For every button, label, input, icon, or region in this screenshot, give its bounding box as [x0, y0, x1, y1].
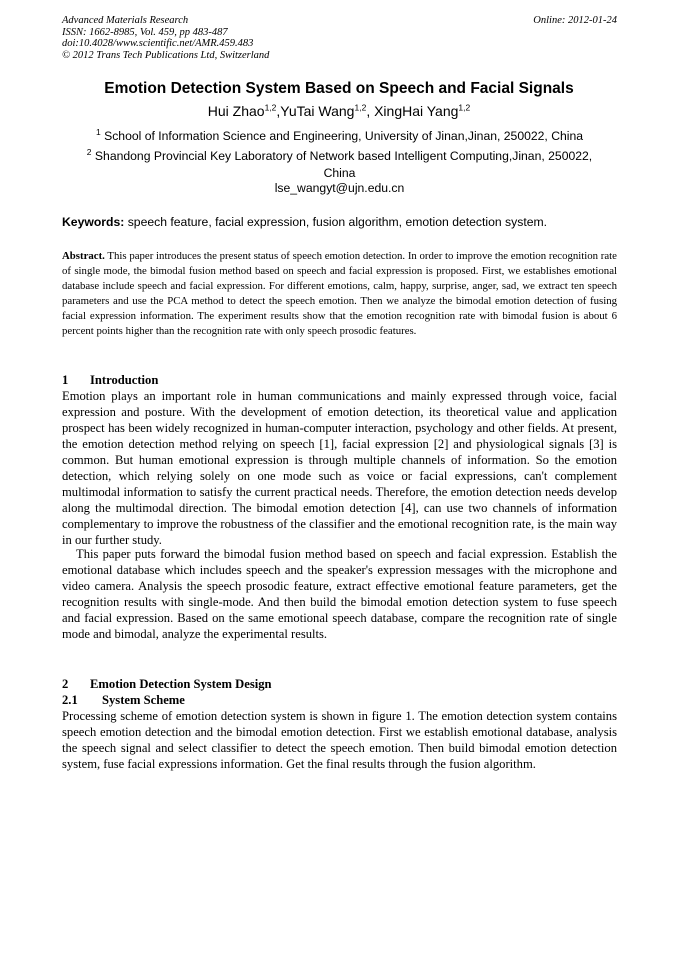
author-separator: ,	[276, 103, 281, 119]
author-separator: ,	[366, 103, 375, 119]
section-title: Emotion Detection System Design	[90, 677, 272, 691]
introduction-paragraph-1: Emotion plays an important role in human communications and mainly expressed through voice, facial expression and posture. With the development of emotion detection, its theoretical value and application prospect has been widely recognized in human-computer interaction, psychology and other fields. At present, the emotion detection method relying on speech [1], facial expression [2] and physiological signals [3] is common. But human emotional expression is through multiple channels of information. So the emotion detection, which relying solely on one mode such as voice or facial expressions, can't complement multimodal information to satisfy the current practical needs. Therefore, the emotion detection needs develop along the multimodal direction. The bimodal emotion detection [4], can use two channels of information complementary to improve the robustness of the classifier and the emotional recognition rate, is the main way in our further study.	[62, 389, 617, 547]
abstract-text: This paper introduces the present status of speech emotion detection. In order to improve the emotion recognition rate of single mode, the bimodal fusion method based on speech and facial expression is proposed. First, we establishes emotional database include speech and facial expression. For different emotions, calm, happy, surprise, anger, sad, we extract ten speech parameters and use the PCA method to detect the speech emotion. Then we analyze the bimodal emotion detection of fusing facial expression information. The experiment results show that the emotion recognition rate with bimodal fusion is about 6 percent points higher than the recognition rate with only speech prosodic features.	[62, 250, 617, 337]
author-affil-sup: 1,2	[458, 102, 471, 113]
keywords-text: speech feature, facial expression, fusion algorithm, emotion detection system.	[127, 215, 548, 229]
affiliation-text: Shandong Provincial Key Laboratory of Network based Intelligent Computing,Jinan, 250022,	[94, 149, 593, 163]
author-affil-sup: 1,2	[264, 102, 277, 113]
subsection-title: System Scheme	[102, 693, 185, 707]
author-affil-sup: 1,2	[354, 102, 367, 113]
affiliation-1	[62, 128, 617, 145]
journal-copyright: © 2012 Trans Tech Publications Ltd, Switzerland	[62, 49, 270, 61]
affiliation-number: 1	[95, 126, 101, 137]
keywords	[62, 215, 617, 229]
section-heading-introduction	[62, 372, 617, 388]
affiliation-number: 2	[86, 146, 92, 157]
journal-issn: ISSN: 1662-8985, Vol. 459, pp 483-487	[62, 26, 228, 38]
journal-doi: doi:10.4028/www.scientific.net/AMR.459.483	[62, 38, 254, 49]
subsection-heading-system-scheme	[62, 692, 617, 708]
author-list	[0, 103, 678, 119]
subsection-number: 2.1	[62, 693, 78, 707]
introduction-paragraph-2: This paper puts forward the bimodal fusion method based on speech and facial expression. Establish the emotional database which includes speech and the speaker's expression messages with the microphone and video camera. Analysis the speech prosodic feature, extract effective emotional feature parameters, get the recognition results with single-mode. And then build the bimodal emotion detection system to fuse speech and facial expression. Based on the same emotional speech database, compare the recognition rate of single mode and bimodal, analyze the experimental results.	[62, 547, 617, 641]
affiliation-2	[62, 148, 617, 182]
journal-header	[62, 15, 617, 61]
online-date: Online: 2012-01-24	[533, 15, 617, 26]
author-name: XingHai Yang	[374, 103, 459, 119]
journal-name: Advanced Materials Research	[62, 15, 189, 26]
section-number: 1	[62, 373, 69, 387]
section-heading-design	[62, 676, 617, 692]
author-name: YuTai Wang	[280, 103, 355, 119]
affiliation-country: China	[323, 166, 356, 180]
section-title: Introduction	[90, 373, 159, 387]
section-number: 2	[62, 677, 69, 691]
system-scheme-paragraph: Processing scheme of emotion detection system is shown in figure 1. The emotion detection system contains speech emotion detection and the bimodal emotion detection. First we establish emotional database, analysis the speech signal and select classifier to detect the speech emotion. Then build bimodal emotion detection system, fuse facial expressions information. Get the final results through the fusion algorithm.	[62, 709, 617, 771]
author-email: lse_wangyt@ujn.edu.cn	[274, 181, 405, 195]
author-name: Hui Zhao	[207, 103, 265, 119]
affiliation-text: School of Information Science and Engineering, University of Jinan,Jinan, 250022, China	[104, 129, 584, 143]
abstract	[62, 249, 617, 339]
abstract-label: Abstract.	[62, 250, 105, 262]
paper-title: Emotion Detection System Based on Speech and Facial Signals	[104, 80, 574, 97]
keywords-label: Keywords:	[62, 215, 125, 229]
